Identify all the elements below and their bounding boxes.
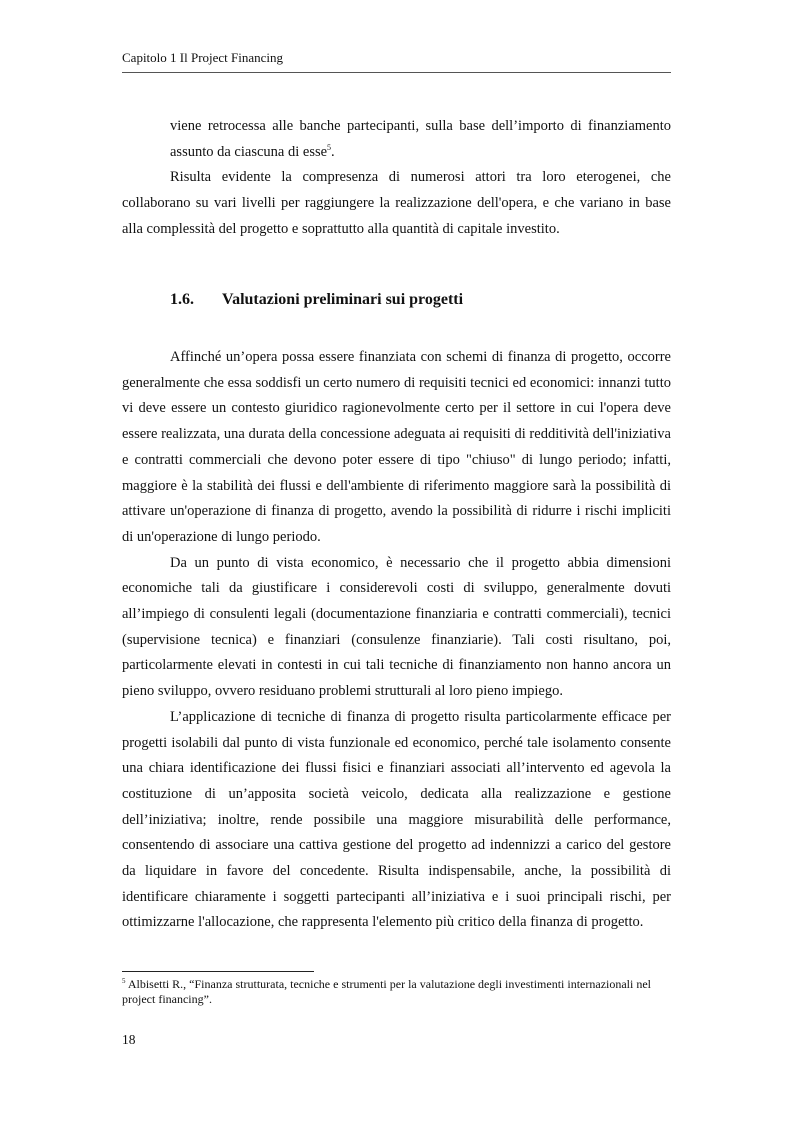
running-header: Capitolo 1 Il Project Financing [122, 50, 284, 65]
page-number: 18 [122, 1032, 136, 1047]
intro-text [122, 114, 671, 243]
continued-paragraph-end: . [331, 143, 335, 160]
header-divider [122, 72, 671, 73]
footnote [122, 977, 671, 1007]
paragraph: Risulta evidente la compresenza di numerosi attori tra loro eterogenei, che collaborano su vari livelli per raggiungere la realizzazione dell'opera, e che variano in base alla complessità del progetto e soprattutto alla quantità di capitale investito. [122, 169, 671, 237]
section-number: 1.6. [170, 291, 194, 308]
paragraph: Affinché un’opera possa essere finanziata con schemi di finanza di progetto, occorre generalmente che essa soddisfi un certo numero di requisiti tecnici ed economici: innanzi tutto vi deve essere un contesto giuridico ragionevolmente certo per il settore in cui l'opera deve essere realizzata, una durata della concessione adeguata ai requisiti di redditività dell'iniziativa e contratti commerciali che devono poter essere di tipo "chiuso" di lungo periodo; infatti, maggiore è la stabilità dei flussi e dell'ambiente di riferimento maggiore sarà la possibilità di attivare un'operazione di finanza di progetto, avendo la possibilità di ridurre i rischi impliciti di un'operazione di lungo periodo. [122, 349, 671, 545]
footnote-number: 5 [122, 977, 126, 985]
footnote-text: Albisetti R., “Finanza strutturata, tecniche e strumenti per la valutazione degli investimenti internazionali nel project financing”. [122, 977, 652, 1006]
section-heading [170, 290, 463, 310]
continued-paragraph [122, 114, 671, 165]
continued-paragraph-text: viene retrocessa alle banche partecipanti, sulla base dell’importo di finanziamento assunto da ciascuna di esse [170, 118, 671, 160]
section-title: Valutazioni preliminari sui progetti [222, 291, 464, 308]
section-body [122, 345, 671, 936]
footnote-reference[interactable]: 5 [327, 142, 332, 152]
paragraph: Da un punto di vista economico, è necessario che il progetto abbia dimensioni economiche tali da giustificare i considerevoli costi di sviluppo, generalmente dovuti all’impiego di consulenti legali (documentazione finanziaria e contratti commerciali), tecnici (supervisione tecnica) e finanziari (consulenze finanziarie). Tali costi risultano, poi, particolarmente elevati in contesti in cui tali tecniche di finanziamento non hanno ancora un pieno sviluppo, ovvero residuano problemi strutturali al loro pieno impiego. [122, 554, 671, 700]
paragraph: L’applicazione di tecniche di finanza di progetto risulta particolarmente efficace per progetti isolabili dal punto di vista funzionale ed economico, perché tale isolamento consente una chiara identificazione dei flussi fisici e finanziari associati all’intervento ed agevola la costituzione di un’apposita società veicolo, dedicata alla realizzazione e gestione dell’iniziativa; inoltre, rende possibile una maggiore misurabilità delle performance, consentendo di associare una cattiva gestione del progetto ad indennizzi a carico del gestore da liquidare in favore del concedente. Risulta indispensabile, anche, la possibilità di identificare chiaramente i soggetti partecipanti all’iniziativa e i suoi principali rischi, per ottimizzarne l'allocazione, che rappresenta l'elemento più critico della finanza di progetto. [122, 708, 671, 931]
footnote-divider [122, 971, 314, 972]
